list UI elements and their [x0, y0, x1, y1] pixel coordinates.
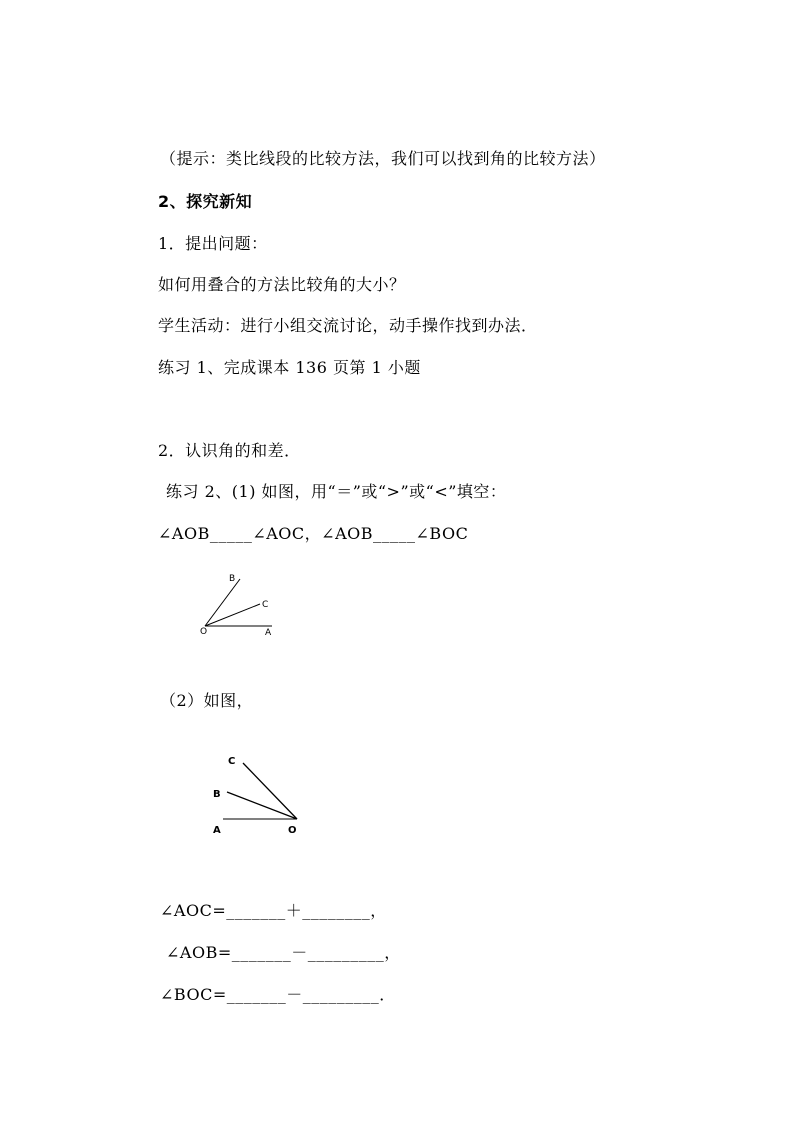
- practice-1-text: 练习 1、完成课本 136 页第 1 小题: [158, 358, 421, 377]
- item-2-heading: 2．认识角的和差．: [158, 441, 301, 460]
- item-1-heading: 1．提出问题：: [158, 234, 268, 253]
- label-c: C: [262, 600, 269, 610]
- question-text: 如何用叠合的方法比较角的大小？: [158, 275, 406, 294]
- label-a: A: [265, 628, 272, 638]
- label-o: O: [288, 825, 297, 836]
- practice-2-text: 练习 2、(1) 如图，用“＝”或“>”或“<”填空：: [166, 482, 507, 501]
- label-c: C: [228, 756, 236, 767]
- label-b: B: [229, 574, 236, 584]
- equation-aob: ∠AOB=_______－_________，: [166, 943, 401, 962]
- ray-oc: [243, 763, 297, 819]
- section-heading-explore: 2、探究新知: [158, 192, 253, 211]
- part-2-text: （2）如图，: [160, 691, 254, 710]
- angle-compare-text: ∠AOB_____∠AOC，∠AOB_____∠BOC: [158, 524, 469, 543]
- label-b: B: [213, 789, 221, 800]
- equation-aoc: ∠AOC=_______＋________，: [160, 901, 387, 920]
- equation-boc: ∠BOC=_______－_________．: [160, 985, 396, 1004]
- figure-2-angles: [205, 750, 325, 840]
- student-activity-text: 学生活动：进行小组交流讨论，动手操作找到办法．: [158, 316, 538, 335]
- label-o: O: [200, 627, 208, 637]
- ray-ob: [227, 792, 297, 819]
- hint-text: （提示：类比线段的比较方法，我们可以找到角的比较方法）: [160, 149, 606, 168]
- figure-1-angles: [195, 570, 295, 640]
- label-a: A: [213, 825, 221, 836]
